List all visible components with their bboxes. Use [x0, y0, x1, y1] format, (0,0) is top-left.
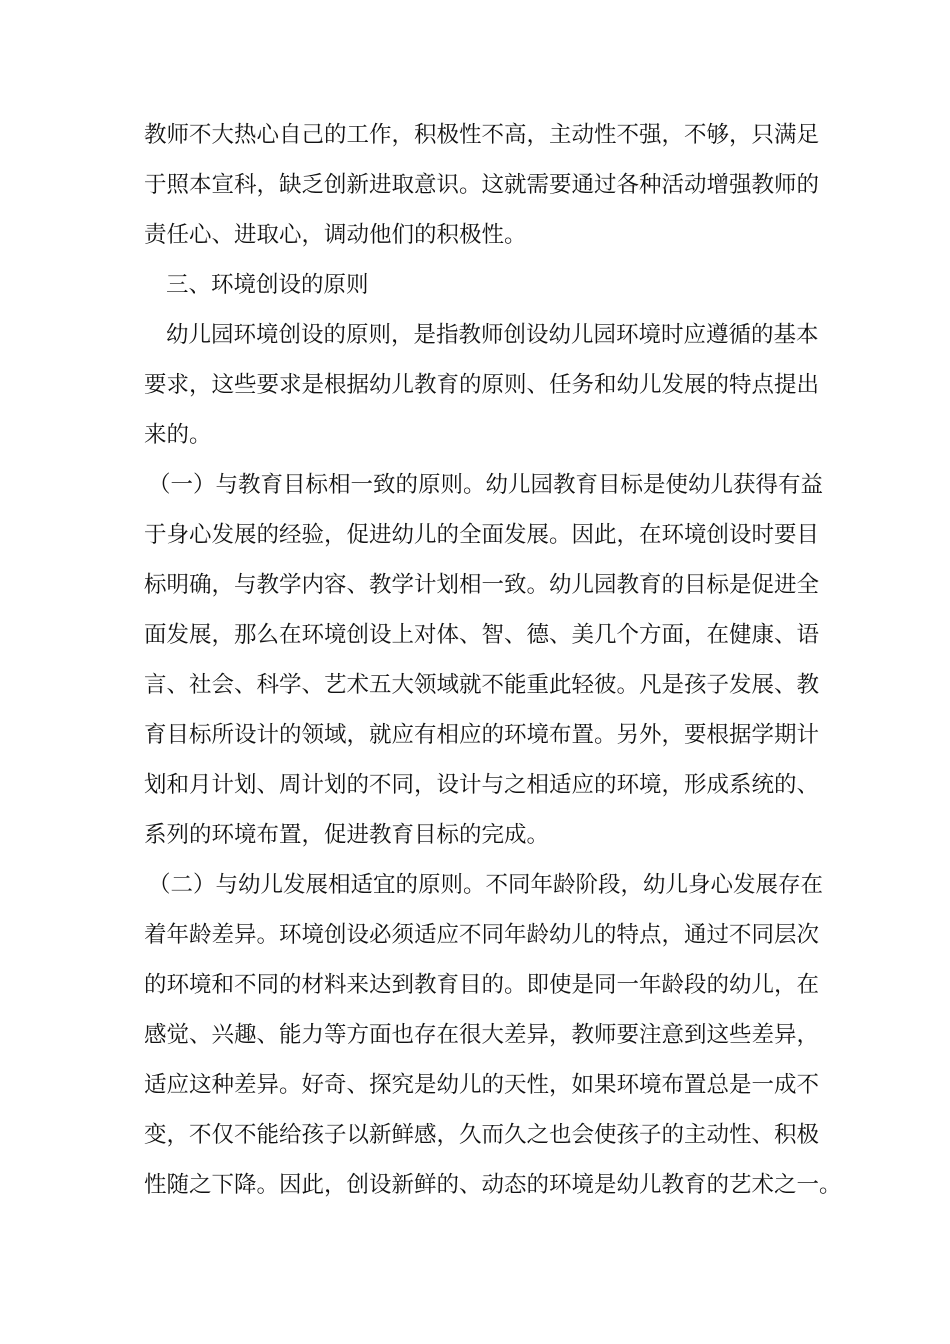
body-line-13: 育目标所设计的领域，就应有相应的环境布置。另外，要根据学期计 [144, 722, 820, 748]
section-heading: 三、环境创设的原则 [166, 272, 369, 298]
body-line-6: 要求，这些要求是根据幼儿教育的原则、任务和幼儿发展的特点提出 [144, 372, 820, 398]
body-line-1: 教师不大热心自己的工作，积极性不高，主动性不强，不够，只满足 [144, 122, 820, 148]
body-line-19: 感觉、兴趣、能力等方面也存在很大差异，教师要注意到这些差异， [144, 1022, 820, 1048]
body-line-22: 性随之下降。因此，创设新鲜的、动态的环境是幼儿教育的艺术之一。 [144, 1172, 842, 1198]
body-line-11: 面发展，那么在环境创设上对体、智、德、美几个方面，在健康、语 [144, 622, 820, 648]
body-line-15: 系列的环境布置，促进教育目标的完成。 [144, 822, 550, 848]
body-line-12: 言、社会、科学、艺术五大领域就不能重此轻彼。凡是孩子发展、教 [144, 672, 820, 698]
body-line-5: 幼儿园环境创设的原则，是指教师创设幼儿园环境时应遵循的基本 [166, 322, 819, 348]
body-line-21: 变，不仅不能给孩子以新鲜感，久而久之也会使孩子的主动性、积极 [144, 1122, 820, 1148]
body-line-10: 标明确，与教学内容、教学计划相一致。幼儿园教育的目标是促进全 [144, 572, 820, 598]
body-line-3: 责任心、进取心，调动他们的积极性。 [144, 222, 527, 248]
body-line-7: 来的。 [144, 422, 212, 448]
body-line-18: 的环境和不同的材料来达到教育目的。即使是同一年龄段的幼儿，在 [144, 972, 820, 998]
body-line-9: 于身心发展的经验，促进幼儿的全面发展。因此，在环境创设时要目 [144, 522, 820, 548]
body-line-20: 适应这种差异。好奇、探究是幼儿的天性，如果环境布置总是一成不 [144, 1072, 820, 1098]
body-line-17: 着年龄差异。环境创设必须适应不同年龄幼儿的特点，通过不同层次 [144, 922, 820, 948]
subsection-line-2: （二）与幼儿发展相适宜的原则。不同年龄阶段，幼儿身心发展存在 [148, 872, 824, 898]
body-line-14: 划和月计划、周计划的不同，设计与之相适应的环境，形成系统的、 [144, 772, 820, 798]
body-line-2: 于照本宣科，缺乏创新进取意识。这就需要通过各种活动增强教师的 [144, 172, 820, 198]
subsection-line-1: （一）与教育目标相一致的原则。幼儿园教育目标是使幼儿获得有益 [148, 472, 824, 498]
